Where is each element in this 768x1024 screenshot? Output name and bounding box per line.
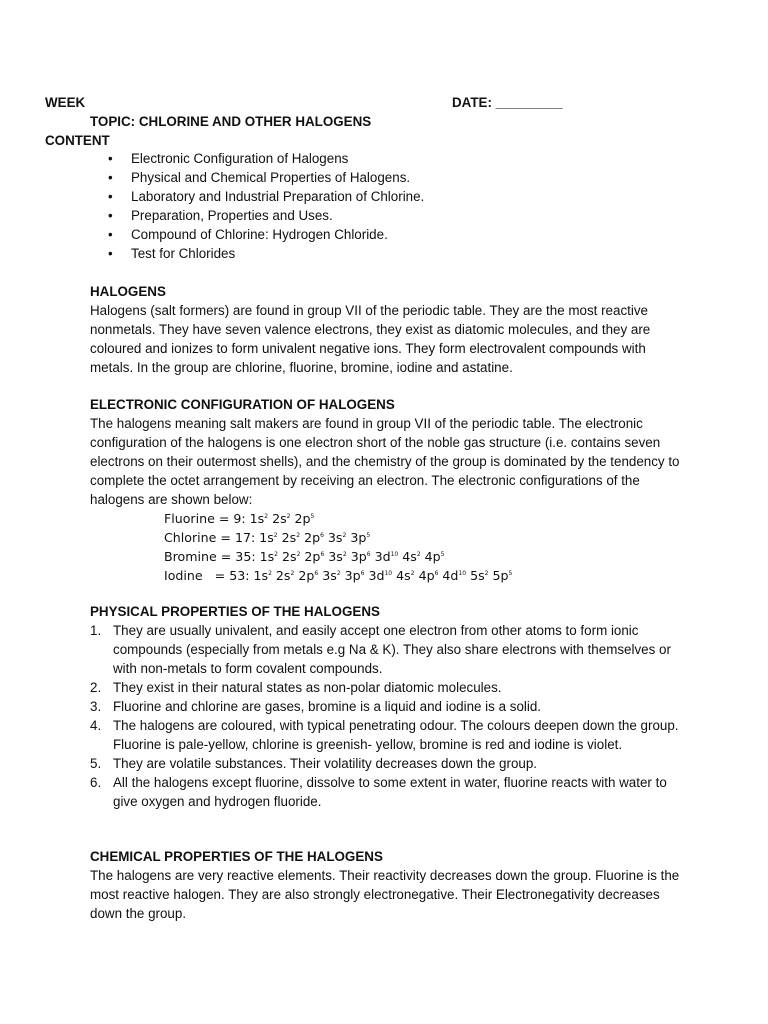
list-item: • Electronic Configuration of Halogens: [108, 149, 424, 168]
electron-count: 2: [416, 550, 421, 558]
config-chlorine: [164, 528, 512, 547]
electron-count: 6: [434, 569, 439, 577]
electron-count: 6: [314, 569, 319, 577]
list-item: [90, 754, 690, 773]
list-number: 5.: [90, 756, 102, 771]
list-number: 2.: [90, 680, 102, 695]
list-item: [90, 697, 690, 716]
orbital-term: $3p^6$: [344, 568, 365, 583]
topic-title: TOPIC: CHLORINE AND OTHER HALOGENS: [90, 114, 372, 129]
orbital-term: $1s^2$: [259, 549, 278, 564]
content-label: CONTENT: [45, 133, 110, 148]
section-body: The halogens are very reactive elements. Their reactivity decreases down the group. Fluorine is the most reactive halogen. They are also strongly electronegative. Their Electronegativity decreases down the group.: [90, 868, 680, 921]
orbital-term: $5s^2$: [470, 568, 489, 583]
electron-count: 2: [296, 550, 301, 558]
electron-count: 6: [320, 531, 324, 539]
list-item: [90, 716, 690, 754]
orbital-term: $2p^6$: [304, 549, 325, 564]
orbital-term: $1s^2$: [259, 530, 278, 545]
week-label: WEEK: [45, 95, 86, 110]
orbital-term: $2p^5$: [294, 511, 315, 526]
list-item: • Preparation, Properties and Uses.: [108, 206, 424, 225]
section-heading: ELECTRONIC CONFIGURATION OF HALOGENS: [90, 397, 395, 412]
date-label: DATE: _________: [452, 95, 563, 110]
section-body: Halogens (salt formers) are found in group VII of the periodic table. They are the most reactive nonmetals. They have seven valence electrons, they exist as diatomic molecules, and they are coloured and ionizes to form univalent negative ions. They form electrovalent compounds with metals. In the group are chlorine, fluorine, bromine, iodine and astatine.: [90, 303, 651, 375]
list-item: [90, 773, 690, 811]
orbital-term: $2p^6$: [298, 568, 319, 583]
electron-count: 2: [410, 569, 415, 577]
content-list: [108, 149, 424, 263]
list-text: They are volatile substances. Their volatility decreases down the group.: [113, 756, 538, 771]
electron-count: 2: [286, 512, 291, 520]
electron-count: 5: [366, 531, 371, 539]
orbital-term: $4s^2$: [396, 568, 415, 583]
list-item: [90, 678, 690, 697]
electron-count: 5: [310, 512, 315, 520]
electron-count: 5: [508, 569, 513, 577]
physical-properties-list: [90, 621, 690, 811]
electron-count: 5: [440, 550, 445, 558]
orbital-term: $4s^2$: [402, 549, 421, 564]
electron-count: 2: [336, 569, 341, 577]
electron-count: 2: [484, 569, 489, 577]
electron-count: 2: [296, 531, 301, 539]
electron-count: 2: [273, 531, 278, 539]
section-heading: PHYSICAL PROPERTIES OF THE HALOGENS: [90, 604, 380, 619]
orbital-term: $3d^{10}$: [368, 568, 393, 583]
electron-count: 6: [366, 550, 371, 558]
list-text: The halogens are coloured, with typical penetrating odour. The colours deepen down the group. Fluorine is pale-yellow, chlorine is greenish- yellow, bromine is red and iodine is violet.: [113, 718, 679, 752]
list-text: All the halogens except fluorine, dissolve to some extent in water, fluorine reacts with water to give oxygen and hydrogen fluoride.: [113, 775, 667, 809]
orbital-term: $3d^{10}$: [374, 549, 399, 564]
electron-count: 10: [384, 569, 393, 577]
orbital-term: $2s^2$: [282, 549, 301, 564]
section-body: The halogens meaning salt makers are found in group VII of the periodic table. The electronic configuration of the halogens is one electron short of the noble gas structure (i.e. contains seven electrons on their outermost shells), and the chemistry of the group is dominated by the tendency to complete the octet arrangement by receiving an electron. The electronic configurations of the halogens are shown below:: [90, 416, 680, 507]
list-number: 4.: [90, 718, 102, 733]
list-item: • Laboratory and Industrial Preparation of Chlorine.: [108, 187, 424, 206]
electron-count: 2: [290, 569, 295, 577]
orbital-term: $4d^{10}$: [442, 568, 467, 583]
orbital-term: $3s^2$: [322, 568, 341, 583]
orbital-term: $1s^2$: [249, 511, 269, 526]
orbital-term: $2p^6$: [304, 530, 324, 545]
list-number: 1.: [90, 623, 102, 638]
orbital-term: $3p^5$: [350, 530, 371, 545]
halogens-section: [90, 282, 690, 377]
orbital-term: $4p^5$: [424, 549, 445, 564]
list-item: • Compound of Chlorine: Hydrogen Chloride.: [108, 225, 424, 244]
electron-count: 6: [320, 550, 325, 558]
orbital-term: $2s^2$: [272, 511, 291, 526]
list-number: 3.: [90, 699, 102, 714]
electron-count: 10: [458, 569, 467, 577]
config-label: Chlorine = 17:: [164, 530, 260, 545]
config-label: Iodine = 53:: [164, 568, 254, 583]
list-item: [90, 621, 690, 678]
config-iodine: [164, 566, 512, 585]
orbital-term: $2s^2$: [281, 530, 301, 545]
config-bromine: [164, 547, 512, 566]
list-text: They are usually univalent, and easily accept one electron from other atoms to form ionic compounds (especially from metals e.g Na & K). They also share electrons with themselves or with non-metals to form covalent compounds.: [113, 623, 671, 676]
electron-count: 2: [274, 550, 278, 558]
orbital-term: $3p^6$: [350, 549, 371, 564]
orbital-term: $2s^2$: [275, 568, 295, 583]
list-text: Fluorine and chlorine are gases, bromine is a liquid and iodine is a solid.: [113, 699, 542, 714]
list-number: 6.: [90, 775, 102, 790]
electron-count: 10: [390, 550, 399, 558]
electron-count: 6: [360, 569, 365, 577]
config-label: Bromine = 35:: [164, 549, 260, 564]
list-text: They exist in their natural states as non-polar diatomic molecules.: [113, 680, 502, 695]
section-heading: CHEMICAL PROPERTIES OF THE HALOGENS: [90, 849, 383, 864]
orbital-term: $5p^5$: [492, 568, 513, 583]
list-item: • Physical and Chemical Properties of Halogens.: [108, 168, 424, 187]
orbital-term: $3s^2$: [328, 549, 347, 564]
orbital-term: $4p^6$: [418, 568, 439, 583]
electron-count: 2: [342, 531, 347, 539]
orbital-term: $1s^2$: [253, 568, 272, 583]
config-label: Fluorine = 9:: [164, 511, 250, 526]
electronic-config-section: [90, 395, 690, 509]
electron-count: 2: [268, 569, 272, 577]
list-item: • Test for Chlorides: [108, 244, 424, 263]
section-heading: HALOGENS: [90, 284, 166, 299]
electron-count: 2: [342, 550, 347, 558]
electronic-configurations: [164, 509, 512, 585]
electron-count: 2: [264, 512, 269, 520]
orbital-term: $3s^2$: [327, 530, 347, 545]
physical-properties-section: [90, 602, 690, 621]
chemical-properties-section: [90, 847, 690, 923]
config-fluorine: [164, 509, 512, 528]
